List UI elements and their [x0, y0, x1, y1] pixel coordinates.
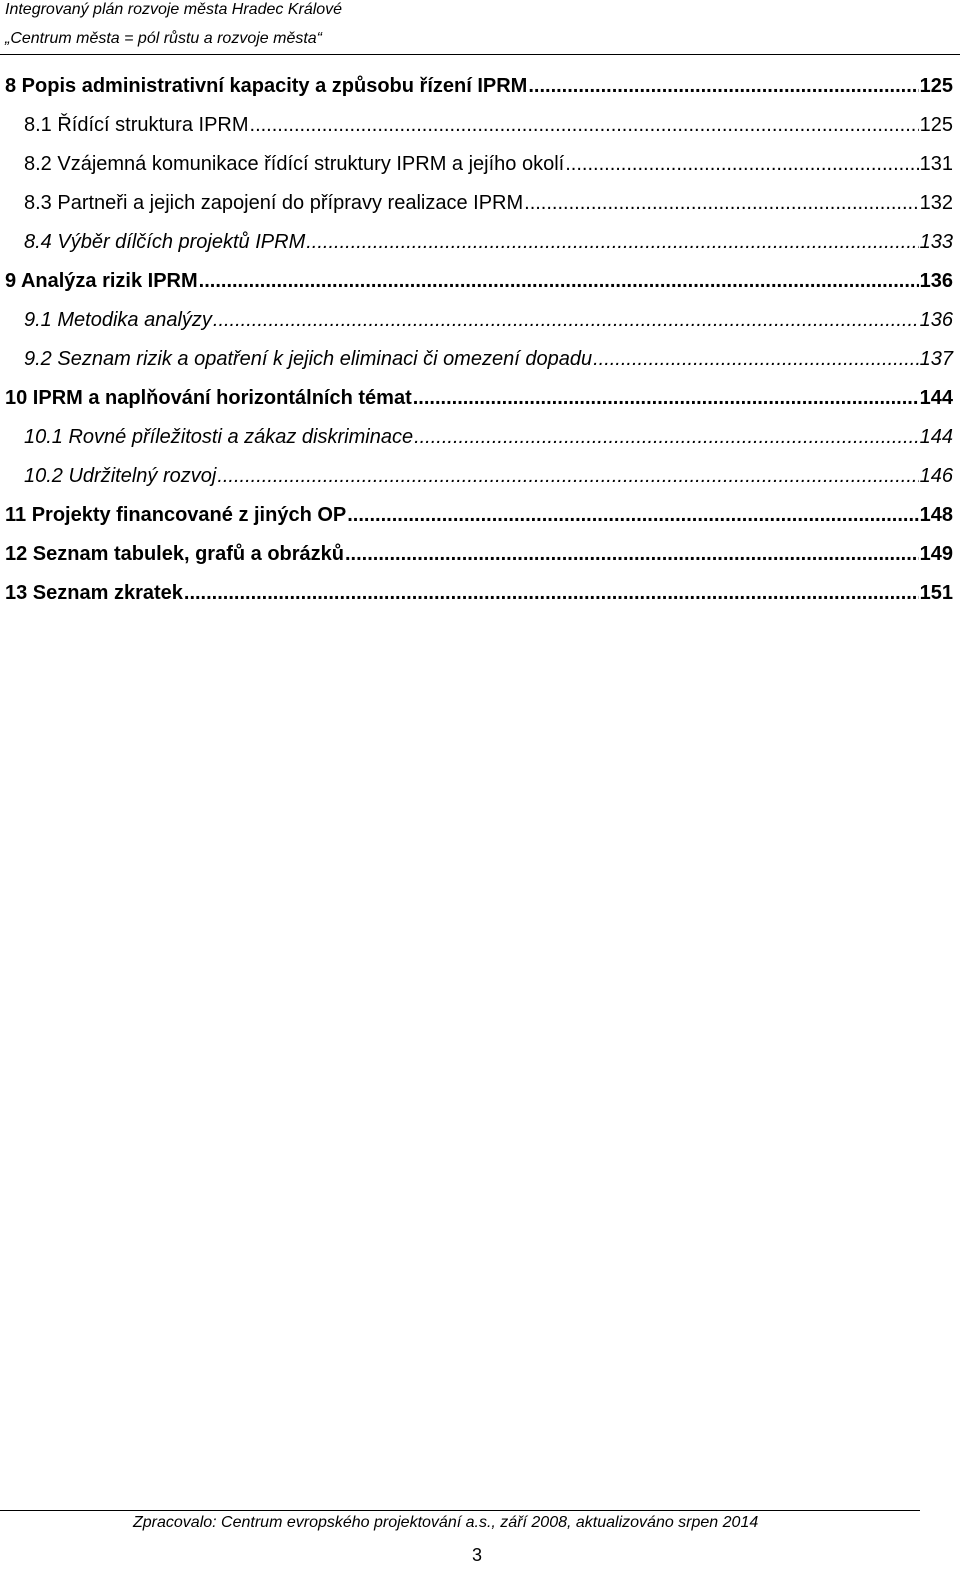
- toc-dot-leader: [528, 67, 918, 106]
- toc-section-entry[interactable]: [0, 418, 960, 457]
- header-title: Integrovaný plán rozvoje města Hradec Králové: [5, 1, 343, 18]
- toc-entry-label: 10 IPRM a naplňování horizontálních témat: [5, 379, 412, 418]
- toc-chapter-entry[interactable]: [0, 535, 960, 574]
- toc-entry-page: 136: [919, 270, 953, 292]
- toc-section-entry[interactable]: [0, 145, 960, 184]
- toc-section-entry[interactable]: [0, 340, 960, 379]
- toc-dot-leader: [593, 340, 919, 379]
- toc-entry-page: 125: [919, 114, 953, 136]
- toc-entry-label: 8.2 Vzájemná komunikace řídící struktury IPRM a jejího okolí: [24, 145, 564, 184]
- toc-entry-label: 9.1 Metodika analýzy: [24, 301, 212, 340]
- toc-entry-label: 8.1 Řídící struktura IPRM: [24, 106, 249, 145]
- toc-dot-leader: [345, 535, 919, 574]
- footer-divider: [0, 1510, 920, 1511]
- toc-entry-page: 137: [919, 348, 953, 370]
- toc-dot-leader: [565, 145, 918, 184]
- toc-dot-leader: [347, 496, 918, 535]
- toc-dot-leader: [199, 262, 919, 301]
- toc-dot-leader: [306, 223, 918, 262]
- toc-entry-label: 8.3 Partneři a jejich zapojení do přípravy realizace IPRM: [24, 184, 523, 223]
- toc-section-entry[interactable]: [0, 223, 960, 262]
- toc-entry-label: 9 Analýza rizik IPRM: [5, 262, 198, 301]
- toc-entry-page: 144: [919, 387, 953, 409]
- toc-section-entry[interactable]: [0, 184, 960, 223]
- toc-entry-label: 9.2 Seznam rizik a opatření k jejich eliminaci či omezení dopadu: [24, 340, 592, 379]
- toc-chapter-entry[interactable]: [0, 262, 960, 301]
- header-subtitle: „Centrum města = pól růstu a rozvoje města“: [5, 30, 323, 47]
- page-number: 3: [472, 1545, 483, 1565]
- toc-dot-leader: [250, 106, 919, 145]
- toc-entry-label: 10.2 Udržitelný rozvoj: [24, 457, 216, 496]
- toc-section-entry[interactable]: [0, 106, 960, 145]
- toc-entry-page: 125: [919, 75, 953, 97]
- toc-entry-page: 144: [919, 426, 953, 448]
- toc-dot-leader: [413, 379, 919, 418]
- toc-entry-page: 133: [919, 231, 953, 253]
- toc-entry-page: 149: [919, 543, 953, 565]
- toc-entry-page: 136: [919, 309, 953, 331]
- toc-chapter-entry[interactable]: [0, 574, 960, 613]
- toc-chapter-entry[interactable]: [0, 379, 960, 418]
- page-header: [0, 0, 960, 55]
- toc-section-entry[interactable]: [0, 301, 960, 340]
- toc-entry-page: 151: [919, 582, 953, 604]
- toc-entry-page: 148: [919, 504, 953, 526]
- toc-dot-leader: [213, 301, 919, 340]
- toc-entry-label: 8.4 Výběr dílčích projektů IPRM: [24, 223, 305, 262]
- toc-entry-label: 11 Projekty financované z jiných OP: [5, 496, 346, 535]
- table-of-contents: [0, 67, 960, 613]
- toc-entry-label: 10.1 Rovné příležitosti a zákaz diskriminace: [24, 418, 413, 457]
- toc-dot-leader: [184, 574, 919, 613]
- toc-entry-label: 12 Seznam tabulek, grafů a obrázků: [5, 535, 344, 574]
- toc-dot-leader: [217, 457, 918, 496]
- toc-dot-leader: [524, 184, 918, 223]
- toc-entry-page: 146: [919, 465, 953, 487]
- toc-chapter-entry[interactable]: [0, 496, 960, 535]
- toc-entry-page: 132: [919, 192, 953, 214]
- toc-chapter-entry[interactable]: [0, 67, 960, 106]
- toc-section-entry[interactable]: [0, 457, 960, 496]
- toc-entry-label: 13 Seznam zkratek: [5, 574, 183, 613]
- toc-dot-leader: [414, 418, 919, 457]
- toc-entry-label: 8 Popis administrativní kapacity a způsobu řízení IPRM: [5, 67, 527, 106]
- toc-entry-page: 131: [919, 153, 953, 175]
- footer-text: Zpracovalo: Centrum evropského projektování a.s., září 2008, aktualizováno srpen 2014: [133, 1514, 759, 1531]
